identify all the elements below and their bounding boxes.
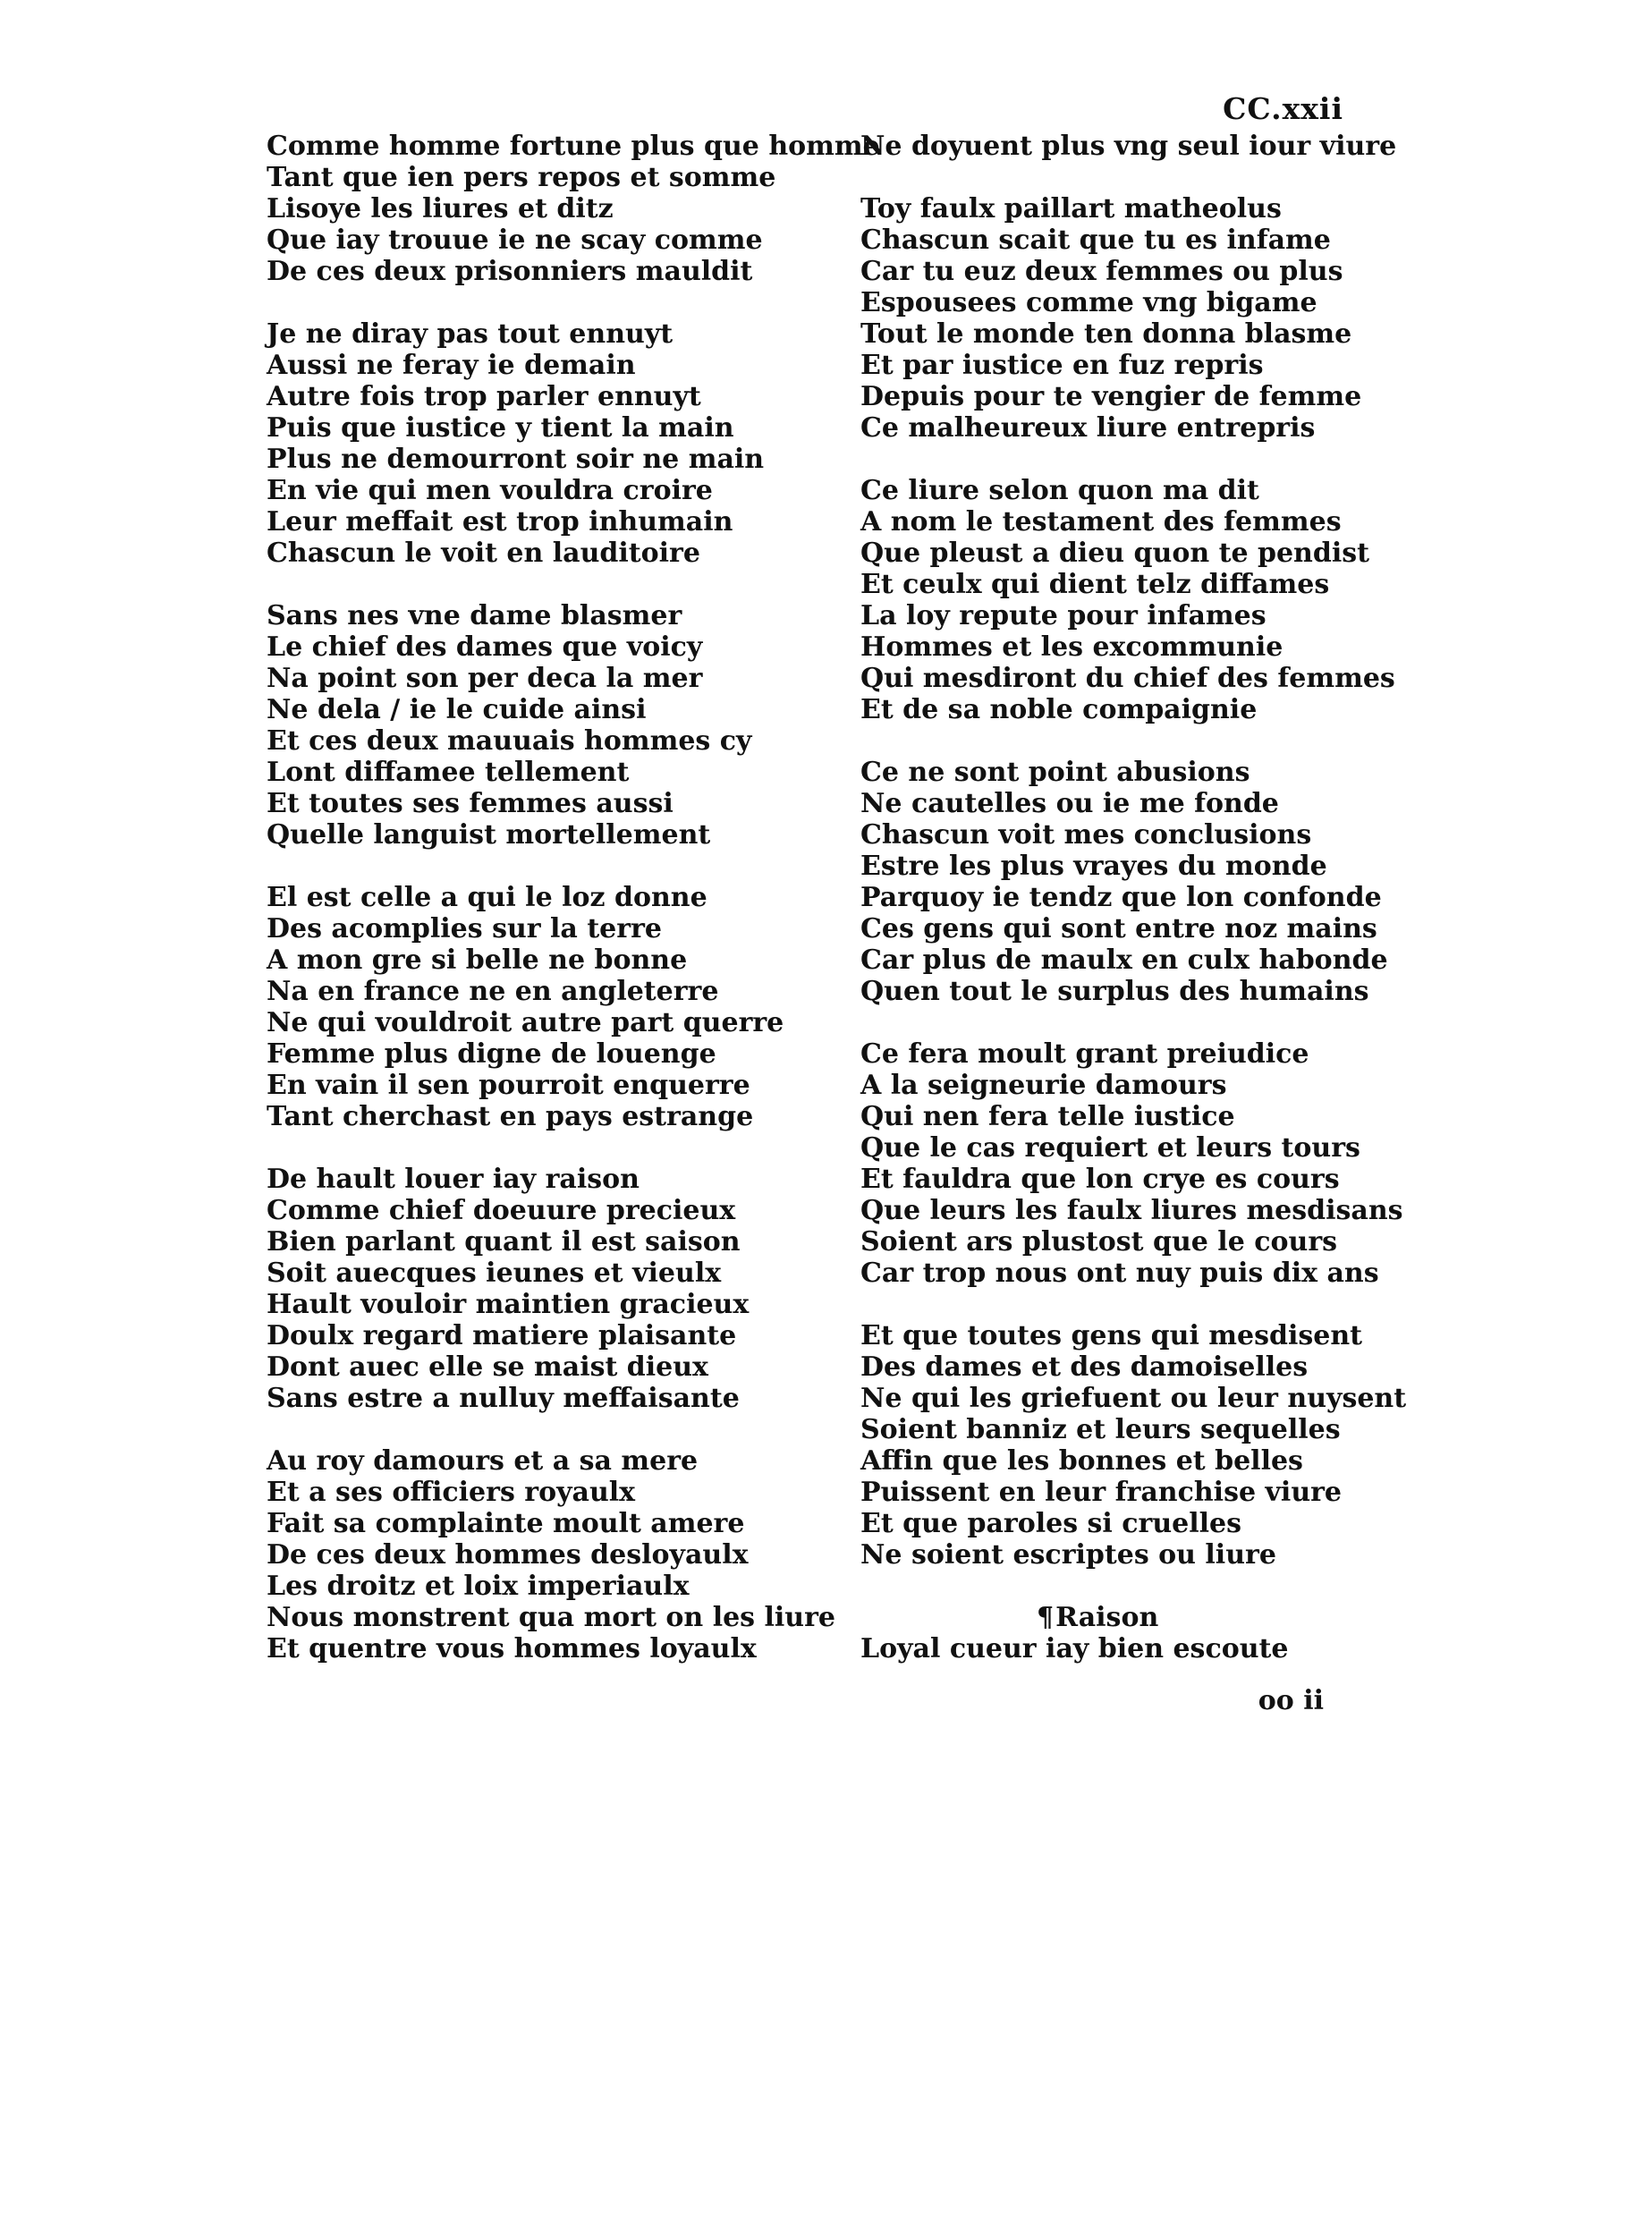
verse-line: Lisoye les liures et ditz: [267, 193, 614, 224]
verse-line: Ce malheureux liure entrepris: [860, 412, 1316, 444]
verse-line: Hommes et les excommunie: [860, 631, 1283, 663]
verse-line: Ne qui vouldroit autre part querre: [267, 1007, 784, 1038]
verse-line: Tout le monde ten donna blasme: [860, 318, 1352, 350]
verse-line: Et que toutes gens qui mesdisent: [860, 1320, 1363, 1351]
stanza: [267, 318, 839, 569]
verse-line: Puis que iustice y tient la main: [267, 412, 734, 444]
stanza: [267, 600, 839, 851]
stanza: [860, 757, 1388, 1007]
verse-line: Na en france ne en angleterre: [267, 976, 719, 1007]
verse-line: De hault louer iay raison: [267, 1164, 640, 1195]
verse-line: Chascun scait que tu es infame: [860, 224, 1331, 256]
verse-line: Que leurs les faulx liures mesdisans: [860, 1195, 1403, 1226]
verse-line: Que iay trouue ie ne scay comme: [267, 224, 763, 256]
verse-line: Car trop nous ont nuy puis dix ans: [860, 1258, 1379, 1289]
verse-line: Puissent en leur franchise viure: [860, 1477, 1343, 1508]
verse-line: Depuis pour te vengier de femme: [860, 381, 1362, 412]
verse-line: Des acomplies sur la terre: [267, 913, 662, 944]
verse-line: Plus ne demourront soir ne main: [267, 444, 765, 475]
stanza: [860, 1320, 1407, 1571]
verse-line: Au roy damours et a sa mere: [267, 1445, 699, 1477]
verse-line: Chascun voit mes conclusions: [860, 819, 1312, 851]
verse-line: Soient ars plustost que le cours: [860, 1226, 1338, 1258]
verse-line: Et toutes ses femmes aussi: [267, 788, 674, 819]
verse-line: La loy repute pour infames: [860, 600, 1267, 631]
verse-line: Ce liure selon quon ma dit: [860, 475, 1259, 506]
verse-line: Nous monstrent qua mort on les liure: [267, 1602, 836, 1633]
verse-line: Sans nes vne dame blasmer: [267, 600, 682, 631]
verse-line: Soient banniz et leurs sequelles: [860, 1414, 1341, 1445]
stanza: [860, 1038, 1403, 1289]
verse-line: A la seigneurie damours: [860, 1070, 1227, 1101]
verse-line: Affin que les bonnes et belles: [860, 1445, 1303, 1477]
right-stanzas: [860, 131, 1407, 1571]
verse-line: Na point son per deca la mer: [267, 663, 703, 694]
verse-line: Comme homme fortune plus que homme: [267, 131, 880, 162]
speaker-heading: [860, 1602, 1361, 1633]
speaker-name: Raison: [1055, 1602, 1159, 1633]
stanza: [267, 882, 839, 1132]
pilcrow-icon: ¶: [1037, 1602, 1055, 1633]
verse-line: Et ces deux mauuais hommes cy: [267, 725, 752, 757]
verse-line: Les droitz et loix imperiaulx: [267, 1571, 690, 1602]
verse-line: Qui nen fera telle iustice: [860, 1101, 1235, 1132]
verse-line: Tant cherchast en pays estrange: [267, 1101, 754, 1132]
verse-line: Chascun le voit en lauditoire: [267, 538, 700, 569]
verse-line: Lont diffamee tellement: [267, 757, 630, 788]
verse-line: Et quentre vous hommes loyaulx: [267, 1633, 757, 1664]
verse-line: Ne soient escriptes ou liure: [860, 1539, 1276, 1571]
verse-line: Quen tout le surplus des humains: [860, 976, 1369, 1007]
verse-line: Hault vouloir maintien gracieux: [267, 1289, 750, 1320]
verse-line: Que pleust a dieu quon te pendist: [860, 538, 1369, 569]
verse-line: Dont auec elle se maist dieux: [267, 1351, 708, 1383]
verse-line: Ne doyuent plus vng seul iour viure: [860, 131, 1397, 162]
verse-line: Leur meffait est trop inhumain: [267, 506, 733, 538]
stanza: [860, 193, 1361, 444]
stanza: [267, 1445, 839, 1664]
verse-line: Parquoy ie tendz que lon confonde: [860, 882, 1382, 913]
verse-line: Ne qui les griefuent ou leur nuysent: [860, 1383, 1407, 1414]
verse-line: Bien parlant quant il est saison: [267, 1226, 741, 1258]
verse-line: Autre fois trop parler ennuyt: [267, 381, 701, 412]
verse-line: Et de sa noble compaignie: [860, 694, 1258, 725]
verse-line: Tant que ien pers repos et somme: [267, 162, 776, 193]
verse-line: Ce fera moult grant preiudice: [860, 1038, 1309, 1070]
verse-line: A nom le testament des femmes: [860, 506, 1342, 538]
verse-line: En vie qui men vouldra croire: [267, 475, 713, 506]
verse-line: A mon gre si belle ne bonne: [267, 944, 688, 976]
verse-line: Loyal cueur iay bien escoute: [860, 1633, 1289, 1664]
verse-line: Des dames et des damoiselles: [860, 1351, 1309, 1383]
verse-line: Ce ne sont point abusions: [860, 757, 1250, 788]
verse-line: Et a ses officiers royaulx: [267, 1477, 636, 1508]
verse-line: Et fauldra que lon crye es cours: [860, 1164, 1340, 1195]
verse-line: Ne dela / ie le cuide ainsi: [267, 694, 647, 725]
verse-line: Soit auecques ieunes et vieulx: [267, 1258, 722, 1289]
verse-line: Et que paroles si cruelles: [860, 1508, 1242, 1539]
verse-line: Espousees comme vng bigame: [860, 287, 1317, 318]
stanza: [860, 475, 1395, 725]
verse-line: Et ceulx qui dient telz diffames: [860, 569, 1330, 600]
verse-line: De ces deux hommes desloyaulx: [267, 1539, 749, 1571]
verse-line: Doulx regard matiere plaisante: [267, 1320, 737, 1351]
verse-line: Ne cautelles ou ie me fonde: [860, 788, 1279, 819]
signature-mark: oo ii: [1258, 1685, 1324, 1716]
stanza: [267, 131, 880, 287]
verse-line: Aussi ne feray ie demain: [267, 350, 636, 381]
verse-line: Fait sa complainte moult amere: [267, 1508, 745, 1539]
verse-line: Et par iustice en fuz repris: [860, 350, 1264, 381]
right-column: [860, 131, 1407, 1664]
folio-number: CC.xxii: [1223, 91, 1343, 126]
verse-line: Qui mesdiront du chief des femmes: [860, 663, 1395, 694]
verse-line: En vain il sen pourroit enquerre: [267, 1070, 750, 1101]
verse-line: De ces deux prisonniers mauldit: [267, 256, 753, 287]
left-column: [267, 131, 880, 1696]
verse-line: Je ne diray pas tout ennuyt: [267, 318, 674, 350]
stanza: [267, 1164, 839, 1414]
verse-line: Toy faulx paillart matheolus: [860, 193, 1282, 224]
verse-line: Ces gens qui sont entre noz mains: [860, 913, 1377, 944]
verse-line: Le chief des dames que voicy: [267, 631, 703, 663]
verse-line: Estre les plus vrayes du monde: [860, 851, 1327, 882]
verse-line: Femme plus digne de louenge: [267, 1038, 716, 1070]
verse-line: Sans estre a nulluy meffaisante: [267, 1383, 740, 1414]
verse-line: El est celle a qui le loz donne: [267, 882, 707, 913]
verse-line: Comme chief doeuure precieux: [267, 1195, 736, 1226]
verse-line: Que le cas requiert et leurs tours: [860, 1132, 1360, 1164]
stanza: [860, 131, 1397, 162]
verse-line: Car plus de maulx en culx habonde: [860, 944, 1388, 976]
verse-line: Quelle languist mortellement: [267, 819, 711, 851]
verse-line: Car tu euz deux femmes ou plus: [860, 256, 1343, 287]
